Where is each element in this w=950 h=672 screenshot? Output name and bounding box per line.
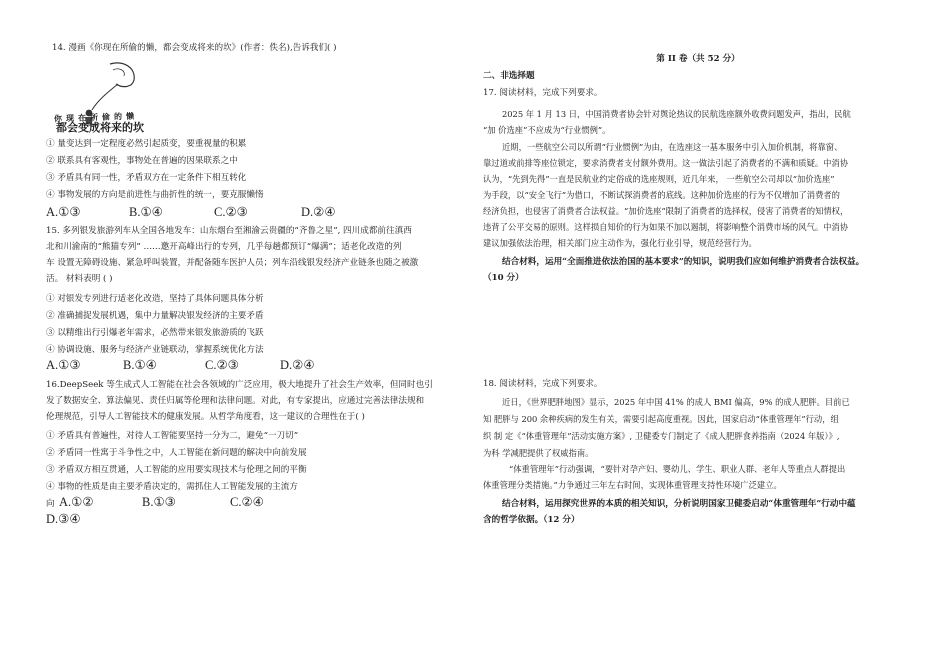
q15-option-c[interactable]: C.②③ (205, 358, 239, 372)
q14-stem: 14. 漫画《你现在所偷的懒，都会变成将来的坎》(作者：佚名),告诉我们( ) (52, 43, 337, 53)
q17-para2-line-5: 经济负担，也侵害了消费者合法权益。“加价选座”限制了消费者的选择权，侵害了消费者的知情权， (483, 206, 849, 216)
q16-option-b[interactable]: B.①③ (142, 495, 176, 509)
q14-option-d[interactable]: D.②④ (301, 205, 336, 219)
q14-item-1: ① 量变达到一定程度必然引起质变，要重视量的积累 (46, 139, 247, 149)
q18-para1-line-4: 为科 学减肥提供了权威指南。 (483, 448, 594, 458)
q18-task-line-2: 含的哲学依据。（12 分） (483, 515, 580, 525)
q15-line-3: 车 设置无障碍设施、紧急呼叫装置，并配备随车医护人员；列车沿线银发经济产业链条也随之被激 (46, 258, 419, 268)
q16-item-3: ③ 矛盾双方相互贯通，人工智能的应用要实现技术与伦理之间的平衡 (46, 465, 307, 475)
q16-line-3: 伦理规范，引导人工智能技术的健康发展。从哲学角度看，这一建议的合理性在于( ) (46, 412, 365, 422)
q16-item-4-prefix: 向 (46, 499, 55, 509)
q16-item-1: ① 矛盾具有普遍性，对待人工智能要坚持一分为二，避免“一刀切” (46, 431, 299, 441)
section-subtitle: 二、非选择题 (483, 71, 535, 81)
section-title: 第 II 卷（共 52 分） (656, 54, 740, 64)
q16-line-2: 发了数据安全、算法偏见、责任归属等伦理和法律问题。对此，有专家提出，应通过完善法律法规和 (46, 396, 425, 406)
q17-para1-line-1: 2025 年 1 月 13 日，中国消费者协会针对舆论热议的民航选座额外收费问题发声，指出，民航 (502, 109, 851, 119)
q17-para2-line-4: 为手段，以“安全飞行”为借口，不断试探消费者的底线。这种加价选座的行为不仅增加了消费者的 (483, 190, 840, 200)
q17-task-line-1: 结合材料，运用“全面推进依法治国的基本要求”的知识，说明我们应如何维护消费者合法权益。 (502, 257, 865, 267)
cartoon-caption-bottom: 都会变成将来的坎 (56, 121, 144, 134)
q18-para1-line-1: 近日，《世界肥胖地图》显示，2025 年中国 41% 的成人 BMI 偏高，9% 的成人肥胖。目前已 (502, 397, 850, 407)
q15-option-b[interactable]: B.①④ (123, 358, 157, 372)
q17-para1-line-2: “加 价选座”不应成为“行业惯例”。 (483, 125, 611, 135)
q16-option-c[interactable]: C.②④ (230, 495, 264, 509)
q16-item-2: ② 矛盾同一性寓于斗争性之中，人工智能在新问题的解决中向前发展 (46, 448, 307, 458)
q18-para2-line-1: “体重管理年”行动强调，“要针对孕产妇、婴幼儿、学生、职业人群、老年人等重点人群提出 (509, 464, 846, 474)
q15-line-2: 北和川渝南的“熊猫专列” ……邀开高峰出行的专列，几乎每趟都预订“爆满”；适老化改造的列 (46, 242, 402, 252)
q16-item-4: ④ 事物的性质是由主要矛盾决定的，需抓住人工智能发展的主流方 (46, 482, 298, 492)
q16-line-1: 16.DeepSeek 等生成式人工智能在社会各领域的广泛应用，极大地提升了社会生产效率，但同时也引 (46, 380, 433, 390)
q15-line-4: 活。 材料表明 ( ) (46, 274, 113, 284)
q14-option-a[interactable]: A.①③ (46, 205, 81, 219)
q17-intro: 17. 阅读材料，完成下列要求。 (483, 88, 603, 98)
q14-option-b[interactable]: B.①④ (129, 205, 163, 219)
q18-intro: 18. 阅读材料，完成下列要求。 (483, 379, 603, 389)
q15-item-2: ② 准确捕捉发展机遇，集中力量解决银发经济的主要矛盾 (46, 311, 264, 321)
q15-item-4: ④ 协调设施、服务与经济产业链联动，掌握系统优化方法 (46, 345, 264, 355)
q17-task-line-2: （10 分） (483, 273, 524, 283)
q18-para2-line-2: 体重管理分类措施。”力争通过三年左右时间，实现体重管理支持性环境广泛建立。 (483, 480, 782, 490)
q16-option-a[interactable]: A.①② (59, 495, 94, 509)
q15-option-d[interactable]: D.②④ (280, 358, 315, 372)
q18-para1-line-2: 知 肥胖与 200 余种疾病的发生有关，需要引起高度重视。因此，国家启动“体重管理年”行动，组 (483, 414, 839, 424)
q15-item-1: ① 对银发专列进行适老化改造，坚持了具体问题具体分析 (46, 294, 264, 304)
q18-task-line-1: 结合材料，运用探究世界的本质的相关知识，分析说明国家卫健委启动“体重管理年”行动中蕴 (502, 499, 856, 509)
q17-para2-line-6: 违背了公平交易的原则。这样损自知价的行为如果不加以遏制，将影响整个消费市场的风气。中消协 (483, 222, 849, 232)
cartoon-caption-top: 你现在所偷的懒 (53, 110, 139, 124)
q17-para2-line-1: 近期，一些航空公司以所谓“行业惯例”为由，在选座这一基本服务中引入加价机制，将靠窗、 (502, 142, 843, 152)
q15-item-3: ③ 以精维出行引爆老年需求，必然带来银发旅游质的飞跃 (46, 328, 264, 338)
q14-item-4: ④ 事物发展的方向是前进性与曲折性的统一，要克服懒惰 (46, 190, 264, 200)
q17-para2-line-3: 认为，“先到先得”一直是民航业约定俗成的选座规则，近几年来， 一些航空公司却以“加价选座” (483, 174, 835, 184)
q14-item-2: ② 联系具有客观性，事物处在普遍的因果联系之中 (46, 156, 238, 166)
q14-item-3: ③ 矛盾具有同一性，矛盾双方在一定条件下相互转化 (46, 173, 247, 183)
q18-para1-line-3: 织 制 定《“体重管理年”活动实施方案》, 卫健委专门制定了《成人肥胖食养指南（2024 年版）》, (483, 431, 840, 441)
q14-option-c[interactable]: C.②③ (214, 205, 248, 219)
q17-para2-line-7: 建议加强依法治理，相关部门应主动作为，强化行业引导，规范经营行为。 (483, 238, 757, 248)
q16-option-d[interactable]: D.③④ (46, 512, 81, 526)
q17-para2-line-2: 靠过道或前排等座位锁定，要求消费者支付额外费用。这一做法引起了消费者的不满和质疑。中消协 (483, 158, 849, 168)
q15-option-a[interactable]: A.①③ (46, 358, 81, 372)
q15-line-1: 15. 多列银发旅游列车从全国各地发车：山东烟台至湘渝云贵疆的“齐鲁之星”, 四川成都前往滇西 (46, 226, 412, 236)
